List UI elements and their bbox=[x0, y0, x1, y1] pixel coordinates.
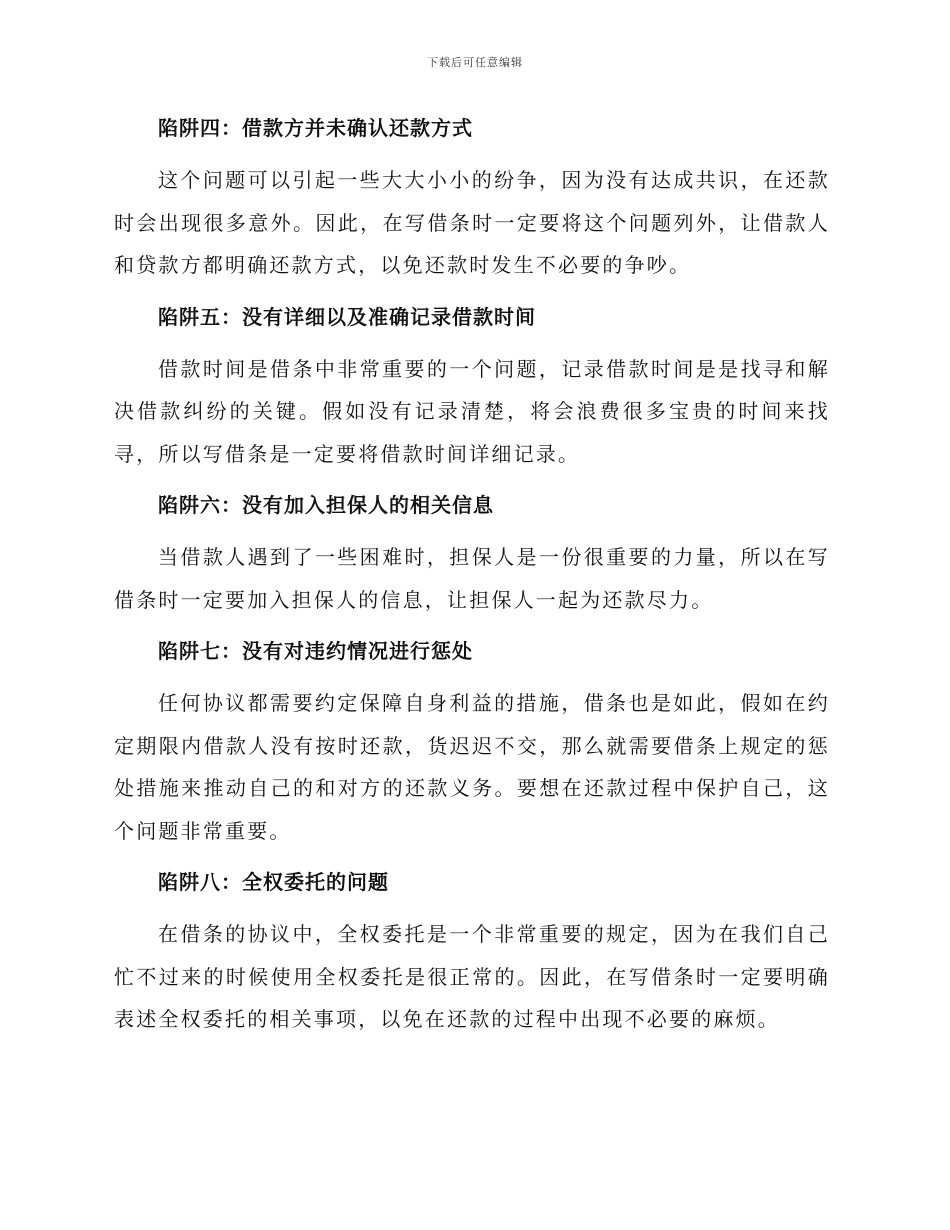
section-title: 陷阱六：没有加入担保人的相关信息 bbox=[158, 493, 494, 517]
section-paragraph: 在借条的协议中，全权委托是一个非常重要的规定，因为在我们自己忙不过来的时候使用全权委托是很正常的。因此，在写借条时一定要明确表述全权委托的相关事项，以免在还款的过程中出现不必要的麻烦。 bbox=[114, 922, 830, 1031]
section-trap-5 bbox=[114, 299, 830, 488]
section-title: 陷阱四：借款方并未确认还款方式 bbox=[158, 116, 473, 140]
section-trap-8 bbox=[114, 864, 830, 1041]
section-paragraph: 借款时间是借条中非常重要的一个问题，记录借款时间是是找寻和解决借款纠纷的关键。假如没有记录清楚，将会浪费很多宝贵的时间来找寻，所以写借条是一定要将借款时间详细记录。 bbox=[114, 356, 830, 466]
section-title: 陷阱八：全权委托的问题 bbox=[158, 870, 389, 894]
header-note: 下载后可任意编辑 bbox=[427, 56, 523, 69]
document-body bbox=[114, 110, 830, 1041]
section-trap-6 bbox=[114, 487, 830, 633]
section-trap-7 bbox=[114, 633, 830, 864]
section-title: 陷阱五：没有详细以及准确记录借款时间 bbox=[158, 304, 536, 329]
section-paragraph: 这个问题可以引起一些大大小小的纷争，因为没有达成共识，在还款时会出现很多意外。因此，在写借条时一定要将这个问题列外，让借款人和贷款方都明确还款方式，以免还款时发生不必要的争吵。 bbox=[114, 168, 830, 277]
section-paragraph: 当借款人遇到了一些困难时，担保人是一份很重要的力量，所以在写借条时一定要加入担保人的信息，让担保人一起为还款尽力。 bbox=[114, 545, 830, 612]
section-trap-4 bbox=[114, 110, 830, 299]
section-paragraph: 任何协议都需要约定保障自身利益的措施，借条也是如此，假如在约定期限内借款人没有按时还款，货迟迟不交，那么就需要借条上规定的惩处措施来推动自己的和对方的还款义务。要想在还款过程中保护自己，这个问题非常重要。 bbox=[114, 691, 830, 843]
section-title: 陷阱七：没有对违约情况进行惩处 bbox=[158, 639, 473, 663]
